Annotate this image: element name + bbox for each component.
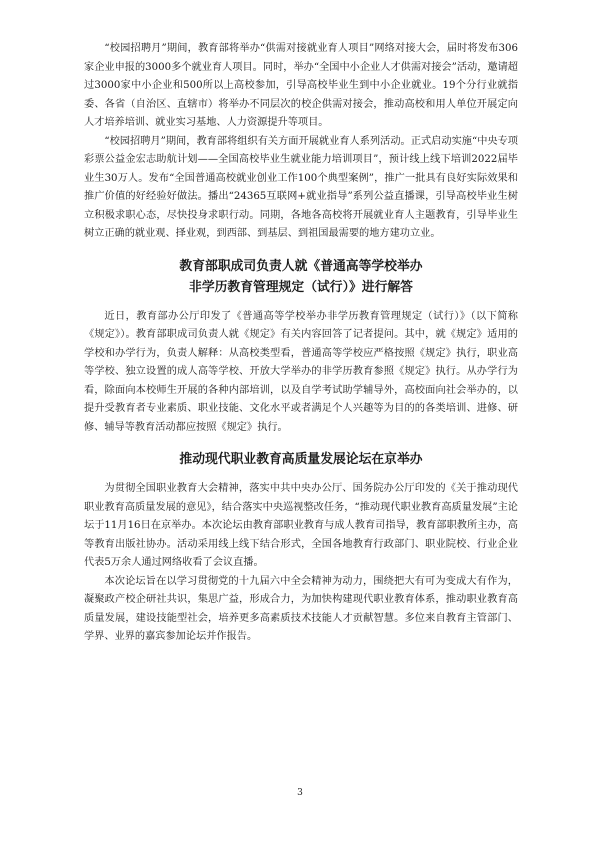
- paragraph: “校园招聘月”期间，教育部将举办“供需对接就业育人项目”网络对接大会，届时将发布306家企业申报的3000多个就业育人项目。同时，举办“全国中小企业人才供需对接会”活动，邀请超过3000家中小企业和500所以上高校参加，引导高校毕业生到中小企业就业。19个分行业就指委、各省（自治区、直辖市）将举办不同层次的校企供需对接会，推动高校和用人单位开展定向人才培养培训、就业实习基地、人力资源提升等项目。: [84, 43, 518, 128]
- paragraph: “校园招聘月”期间，教育部将组织有关方面开展就业育人系列活动。正式启动实施“中央专项彩票公益金宏志助航计划——全国高校毕业生就业能力培训项目”，预计线上线下培训2022届毕业生30万人。发布“全国普通高校就业创业工作100个典型案例”，推广一批具有良好实际效果和推广价值的好经验好做法。播出“24365互联网+就业指导”系列公益直播课，引导高校毕业生树立积极求职心态，尽快投身求职行动。同期，各地各高校将开展就业育人主题教育，引导毕业生树立正确的就业观、择业观，到西部、到基层、到祖国最需要的地方建功立业。: [84, 135, 518, 239]
- page-content: [84, 40, 518, 647]
- paragraph: 为贯彻全国职业教育大会精神，落实中共中央办公厅、国务院办公厅印发的《关于推动现代职业教育高质量发展的意见》，结合落实中央巡视整改任务，“推动现代职业教育高质量发展”主论坛于11月16日在京举办。本次论坛由教育部职业教育与成人教育司指导，教育部职教所主办，高等教育出版社协办。活动采用线上线下结合形式，全国各地教育行政部门、职业院校、行业企业代表5万余人通过网络收看了会议直播。: [84, 483, 518, 568]
- section-title-line: 教育部职成司负责人就《普通高等学校举办: [179, 258, 423, 274]
- page-number: 3: [297, 788, 303, 798]
- section-title-line: 非学历教育管理规定（试行）》进行解答: [189, 279, 413, 295]
- section-title: [84, 256, 518, 298]
- paragraph: 本次论坛旨在以学习贯彻党的十九届六中全会精神为动力，围绕把大有可为变成大有作为，凝聚政产校企研社共识，集思广益，形成合力，为加快构建现代职业教育体系，推动职业教育高质量发展，建设技能型社会，培养更多高素质技术技能人才贡献智慧。多位来自教育主管部门、学界、业界的嘉宾参加论坛并作报告。: [84, 575, 518, 642]
- section-title: 推动现代职业教育高质量发展论坛在京举办: [179, 452, 423, 467]
- paragraph: 近日，教育部办公厅印发了《普通高等学校举办非学历教育管理规定（试行）》（以下简称《规定》）。教育部职成司负责人就《规定》有关内容回答了记者提问。其中，就《规定》适用的学校和办学行为，负责人解释：从高校类型看，普通高等学校应严格按照《规定》执行，职业高等学校、独立设置的成人高等学校、开放大学举办的非学历教育参照《规定》执行。从办学行为看，除面向本校师生开展的各种内部培训，以及自学考试助学辅导外，高校面向社会举办的，以提升受教育者专业素质、职业技能、文化水平或者满足个人兴趣等为目的的各类培训、进修、研修、辅导等教育活动都应按照《规定》执行。: [84, 310, 518, 433]
